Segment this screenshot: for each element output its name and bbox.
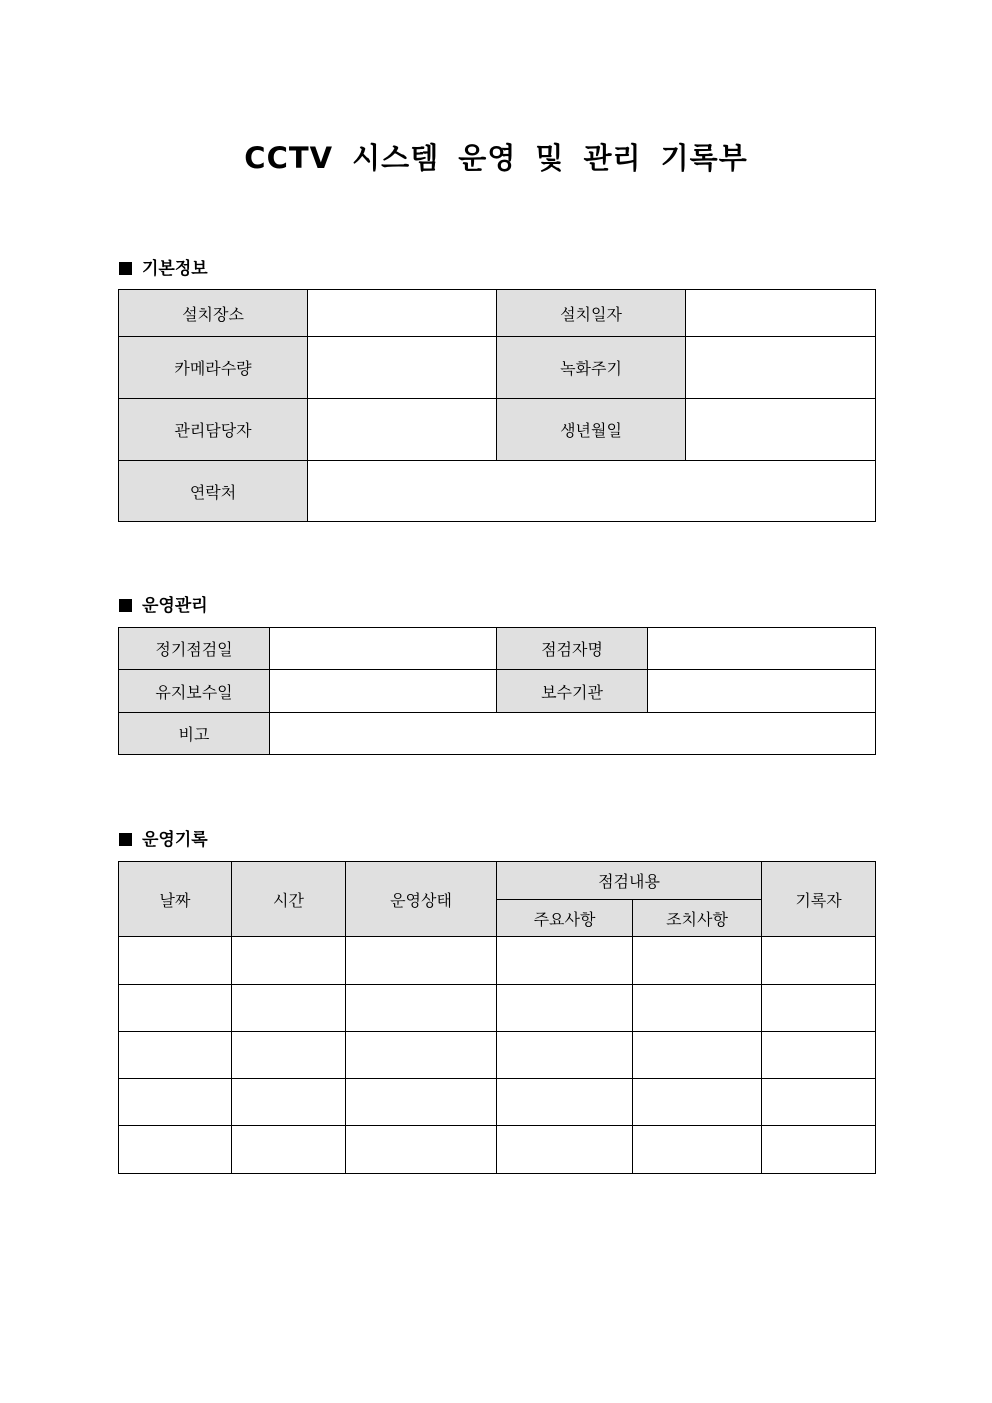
table-row	[119, 937, 876, 985]
header-actions: 조치사항	[633, 900, 762, 937]
field-manager[interactable]	[308, 399, 497, 461]
header-date: 날짜	[119, 862, 232, 937]
cell[interactable]	[232, 937, 346, 985]
label-birthdate: 생년월일	[497, 399, 686, 461]
label-manager: 관리담당자	[119, 399, 308, 461]
field-birthdate[interactable]	[686, 399, 876, 461]
label-maint-date: 유지보수일	[119, 670, 270, 713]
table-row	[119, 1032, 876, 1079]
section-heading-basic	[119, 254, 208, 279]
label-install-place: 설치장소	[119, 290, 308, 337]
field-record-cycle[interactable]	[686, 337, 876, 399]
cell[interactable]	[633, 937, 762, 985]
cell[interactable]	[633, 985, 762, 1032]
cell[interactable]	[119, 1032, 232, 1079]
label-camera-count: 카메라수량	[119, 337, 308, 399]
square-bullet-icon	[119, 599, 132, 612]
section-heading-log	[119, 825, 208, 850]
cell[interactable]	[762, 937, 876, 985]
page-title: CCTV 시스템 운영 및 관리 기록부	[244, 141, 748, 175]
cell[interactable]	[346, 985, 497, 1032]
field-camera-count[interactable]	[308, 337, 497, 399]
cell[interactable]	[497, 937, 633, 985]
cell[interactable]	[497, 1079, 633, 1126]
field-maint-org[interactable]	[648, 670, 876, 713]
cell[interactable]	[762, 985, 876, 1032]
table-row	[119, 985, 876, 1032]
cell[interactable]	[119, 937, 232, 985]
header-time: 시간	[232, 862, 346, 937]
basic-info-table	[118, 289, 876, 522]
cell[interactable]	[119, 985, 232, 1032]
cell[interactable]	[497, 1126, 633, 1174]
cell[interactable]	[762, 1032, 876, 1079]
cell[interactable]	[633, 1032, 762, 1079]
table-row	[119, 1126, 876, 1174]
cell[interactable]	[497, 985, 633, 1032]
field-inspector[interactable]	[648, 628, 876, 670]
square-bullet-icon	[119, 833, 132, 846]
cell[interactable]	[232, 1032, 346, 1079]
label-inspect-date: 정기점검일	[119, 628, 270, 670]
cell[interactable]	[346, 937, 497, 985]
heading-text: 운영관리	[142, 596, 208, 616]
cell[interactable]	[762, 1126, 876, 1174]
label-contact: 연락처	[119, 461, 308, 522]
field-note[interactable]	[270, 713, 876, 755]
field-install-date[interactable]	[686, 290, 876, 337]
cell[interactable]	[119, 1126, 232, 1174]
heading-text: 운영기록	[142, 830, 208, 850]
header-recorder: 기록자	[762, 862, 876, 937]
cell[interactable]	[633, 1126, 762, 1174]
cell[interactable]	[346, 1032, 497, 1079]
label-maint-org: 보수기관	[497, 670, 648, 713]
header-inspection: 점검내용	[497, 862, 762, 900]
header-status: 운영상태	[346, 862, 497, 937]
cell[interactable]	[762, 1079, 876, 1126]
square-bullet-icon	[119, 262, 132, 275]
field-inspect-date[interactable]	[270, 628, 497, 670]
cell[interactable]	[497, 1032, 633, 1079]
cell[interactable]	[633, 1079, 762, 1126]
field-maint-date[interactable]	[270, 670, 497, 713]
label-install-date: 설치일자	[497, 290, 686, 337]
field-install-place[interactable]	[308, 290, 497, 337]
label-note: 비고	[119, 713, 270, 755]
header-main-items: 주요사항	[497, 900, 633, 937]
heading-text: 기본정보	[142, 259, 208, 279]
cell[interactable]	[346, 1079, 497, 1126]
cell[interactable]	[232, 985, 346, 1032]
field-contact[interactable]	[308, 461, 876, 522]
log-table	[118, 861, 876, 1174]
label-record-cycle: 녹화주기	[497, 337, 686, 399]
section-heading-ops	[119, 591, 208, 616]
ops-table	[118, 627, 876, 755]
cell[interactable]	[346, 1126, 497, 1174]
cell[interactable]	[232, 1126, 346, 1174]
cell[interactable]	[119, 1079, 232, 1126]
cell[interactable]	[232, 1079, 346, 1126]
label-inspector: 점검자명	[497, 628, 648, 670]
table-row	[119, 1079, 876, 1126]
